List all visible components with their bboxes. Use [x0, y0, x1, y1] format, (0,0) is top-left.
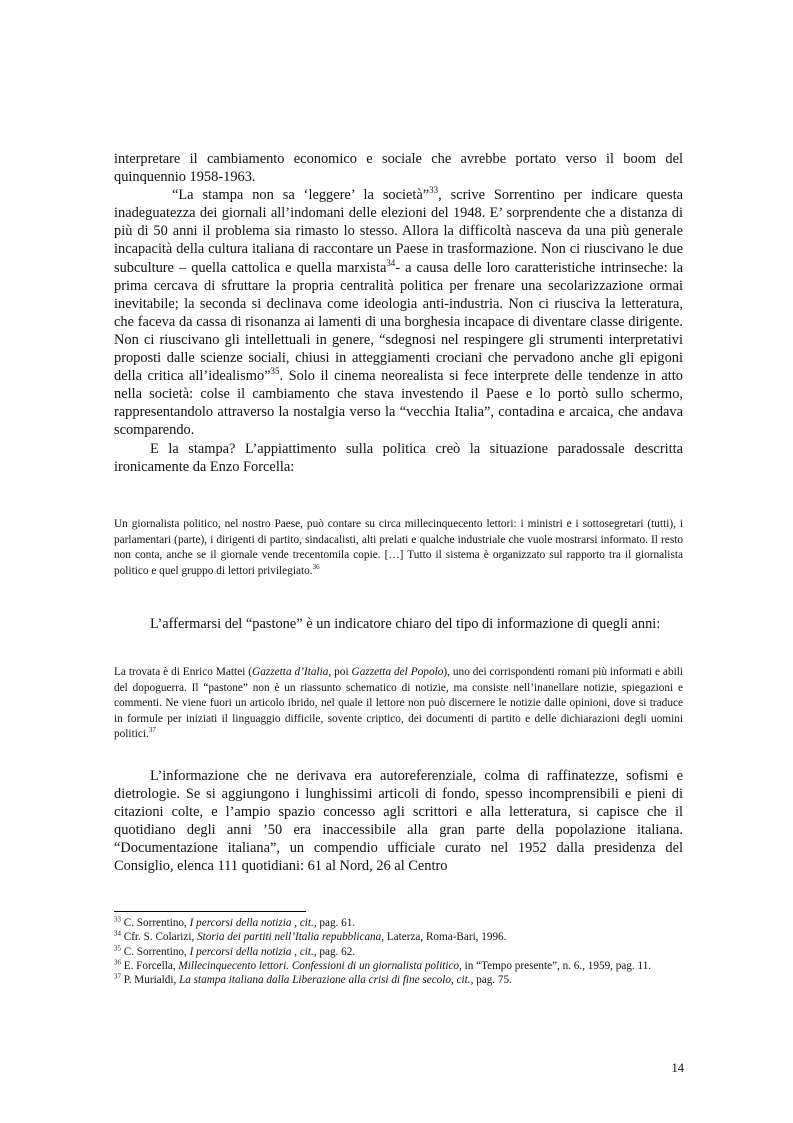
- footnote: [114, 959, 683, 973]
- footnote-ref-36[interactable]: 36: [312, 563, 320, 572]
- footnote-details: , pag. 62.: [313, 945, 356, 958]
- paragraph-sorrentino-text-3: . Solo il cinema neorealista si fece interprete delle tendenze in atto nella società: colse il cambiamento che stava investendo il Paese e lo portò sullo schermo, rappresentandolo attraverso la nostalgia verso la “vecchia Italia”, contadina e arcaica, che andava scomparendo.: [114, 368, 683, 439]
- footnote-ref-37[interactable]: 37: [148, 726, 156, 735]
- main-text: [114, 150, 683, 476]
- paragraph-intro: interpretare il cambiamento economico e sociale che avrebbe portato verso il boom del quinquennio 1958-1963.: [114, 151, 683, 186]
- quote-mattei-title-1: Gazzetta d’Italia: [252, 666, 329, 678]
- footnote-author: P. Murialdi,: [120, 974, 180, 987]
- paragraph-pastone: L’affermarsi del “pastone” è un indicatore chiaro del tipo di informazione di quegli anni:: [150, 616, 661, 632]
- footnote-divider: [114, 911, 306, 912]
- footnote-details: , pag. 61.: [313, 917, 356, 929]
- block-quote-mattei: [114, 665, 683, 743]
- paragraph-sorrentino: [114, 186, 683, 439]
- footnote-author: C. Sorrentino,: [120, 917, 190, 929]
- paragraph-stampa: E la stampa? L’appiattimento sulla politica creò la situazione paradossale descritta ironicamente da Enzo Forcella:: [114, 440, 683, 475]
- paragraph-informazione-block: [114, 767, 683, 876]
- footnote-author: Cfr. S. Colarizi,: [120, 931, 198, 944]
- footnote: [114, 930, 683, 944]
- footnote: [114, 945, 683, 959]
- paragraph-pastone-block: [114, 615, 683, 633]
- page-number: 14: [671, 1061, 684, 1075]
- quote-forcella-text: Un giornalista politico, nel nostro Paese, può contare su circa millecinquecento lettori: i ministri e i sottosegretari (tutti), i parlamentari (parte), i dirigenti di partito, sindacalisti, alti prelati e qualche industriale che vuole mostrarsi informato. Il resto non conta, anche se il giornale vende trecentomila copie. […] Tutto il sistema è organizzato sul rapporto tra il giornalista politico e quel gruppo di lettori privilegiato.: [114, 518, 683, 577]
- footnote-number: 34: [114, 929, 121, 938]
- footnote-number: 36: [114, 958, 121, 967]
- footnote-ref-34[interactable]: 34: [386, 257, 396, 268]
- paragraph-sorrentino-text-2: - a causa delle loro caratteristiche intrinseche: la prima cercava di sfruttare la propria centralità politica per frenare una secolarizzazione ormai inevitabile; la seconda si declinava come ideologia anti-industria. Non ci riusciva la letteratura, che faceva da cassa di risonanza ai lamenti di una borghesia incapace di diventare classe dirigente. Non ci riuscivano gli intellettuali in genere, “sdegnosi nel respingere gli strumenti interpretativi proposti dalle scienze sociali, chiusi in atteggiamenti crociani che pervadono anche gli epigoni della critica all’idealismo”: [114, 259, 683, 385]
- footnote-title: I percorsi della notizia , cit.: [189, 917, 314, 929]
- footnote-number: 33: [114, 915, 121, 924]
- paragraph-sorrentino-text: , scrive Sorrentino per indicare questa inadeguatezza dei giornali all’indomani delle elezioni del 1948. E’ sorprendente che a distanza di più di 50 anni il problema sia rimasto lo stesso. Allora la difficoltà nasceva da una più generale incapacità della cultura italiana di raccontare un Paese in trasformazione. Non ci riuscivano le due subculture – quella cattolica e quella marxista: [114, 187, 683, 276]
- footnote-number: 37: [114, 972, 121, 981]
- footnote: [114, 916, 683, 930]
- footnote-ref-35[interactable]: 35: [270, 366, 280, 377]
- footnote-title: Storia dei partiti nell’Italia repubblicana: [197, 931, 382, 944]
- quote-forcella: [114, 517, 683, 579]
- footnote-title: I percorsi della notizia , cit.: [189, 945, 314, 958]
- paragraph-sorrentino-quote: “La stampa non sa ‘leggere’ la società”: [172, 187, 430, 204]
- footnote-title: La stampa italiana dalla Liberazione alla crisi di fine secolo, cit.: [179, 974, 471, 987]
- quote-mattei-text-1: La trovata è di Enrico Mattei (: [114, 666, 253, 678]
- footnote-title: Millecinquecento lettori. Confessioni di un giornalista politico: [178, 959, 460, 972]
- quote-mattei-text-3: ), uno dei corrispondenti romani più informati e abili del dopoguerra. Il “pastone” non è un riassunto schematico di notizie, ma consiste nell’inanellare notizie, spiegazioni e commenti. Ne viene fuori un articolo ibrido, nel quale il lettore non può discernere le notizie dalle opinioni, dove si traduce in formule per iniziati il linguaggio difficile, sovente criptico, dei documenti di partito e delle dichiarazioni degli uomini politici.: [114, 666, 684, 741]
- block-quote-forcella: [114, 517, 683, 579]
- quote-mattei-text-2: , poi: [328, 666, 352, 678]
- paragraph-informazione: L’informazione che ne derivava era autoreferenziale, colma di raffinatezze, sofismi e dietrologie. Se si aggiungono i lunghissimi articoli di fondo, spesso incomprensibili e pieni di citazioni colte, e l’ampio spazio concesso agli scrittori e alla letteratura, si capisce che il quotidiano degli anni ’50 era inaccessibile alla gran parte della popolazione italiana. “Documentazione italiana”, un compendio ufficiale curato nel 1952 dalla presidenza del Consiglio, elenca 111 quotidiani: 61 al Nord, 26 al Centro: [114, 768, 683, 875]
- quote-mattei-title-2: Gazzetta del Popolo: [351, 666, 444, 678]
- footnote-author: C. Sorrentino,: [120, 945, 190, 958]
- footnote-number: 35: [114, 943, 121, 952]
- footnote-details: , Laterza, Roma-Bari, 1996.: [381, 931, 507, 944]
- footnote: [114, 973, 683, 987]
- footnote-ref-33[interactable]: 33: [429, 185, 439, 196]
- footnote-details: , in “Tempo presente”, n. 6., 1959, pag. 11.: [459, 959, 652, 972]
- footnote-author: E. Forcella,: [120, 959, 179, 972]
- footnotes: [114, 916, 683, 987]
- quote-mattei: [114, 665, 683, 743]
- footnote-details: , pag. 75.: [470, 974, 512, 987]
